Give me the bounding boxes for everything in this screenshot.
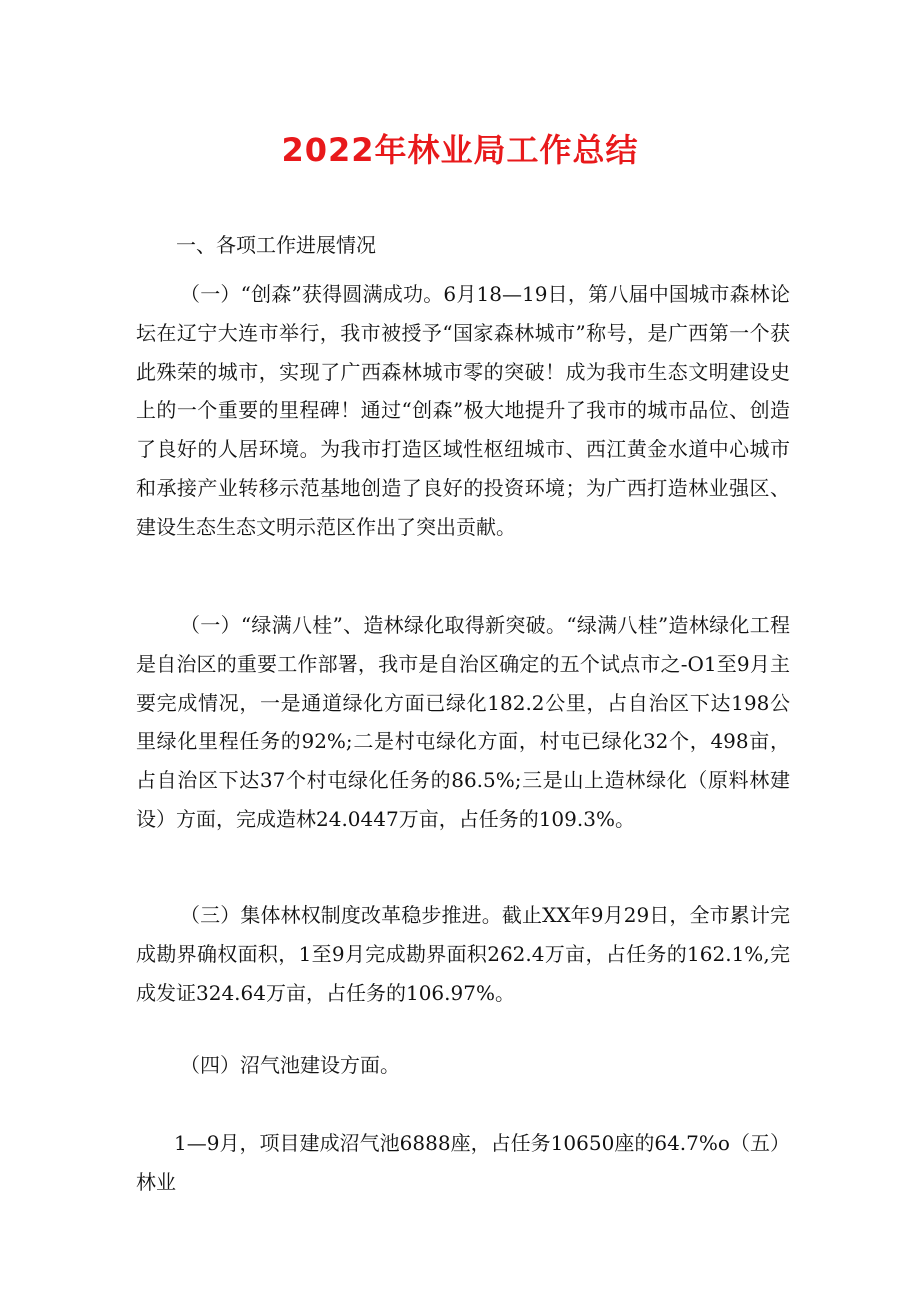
- paragraph-greening-bagui: （一）“绿满八桂”、造林绿化取得新突破。“绿满八桂”造林绿化工程是自治区的重要工作部署，我市是自治区确定的五个试点市之-O1至9月主要完成情况，一是通道绿化方面已绿化182.2公里，占自治区下达198公里绿化里程任务的92%;二是村屯绿化方面，村屯已绿化32个，498亩，占自治区下达37个村屯绿化任务的86.5%;三是山上造林绿化（原料林建设）方面，完成造林24.0447万亩，占任务的109.3%。: [136, 613, 790, 831]
- paragraph-forest-rights-reform: （三）集体林权制度改革稳步推进。截止XX年9月29日，全市累计完成勘界确权面积，1至9月完成勘界面积262.4万亩，占任务的162.1%,完成发证324.64万亩，占任务的106.97%。: [136, 903, 790, 1005]
- paragraph-creating-forest-city: （一）“创森”获得圆满成功。6月18—19日，第八届中国城市森林论坛在辽宁大连市举行，我市被授予“国家森林城市”称号，是广西第一个获此殊荣的城市，实现了广西森林城市零的突破！成为我市生态文明建设史上的一个重要的里程碑！通过“创森”极大地提升了我市的城市品位、创造了良好的人居环境。为我市打造区域性枢纽城市、西江黄金水道中心城市和承接产业转移示范基地创造了良好的投资环境；为广西打造林业强区、建设生态生态文明示范区作出了突出贡献。: [136, 282, 790, 539]
- document-title: 2022年林业局工作总结: [281, 131, 639, 169]
- paragraph-biogas-progress: 1—9月，项目建成沼气池6888座，占任务10650座的64.7%o（五）林业: [136, 1131, 790, 1194]
- section-heading: 一、各项工作进展情况: [176, 233, 376, 257]
- paragraph-biogas-heading: （四）沼气池建设方面。: [180, 1053, 400, 1077]
